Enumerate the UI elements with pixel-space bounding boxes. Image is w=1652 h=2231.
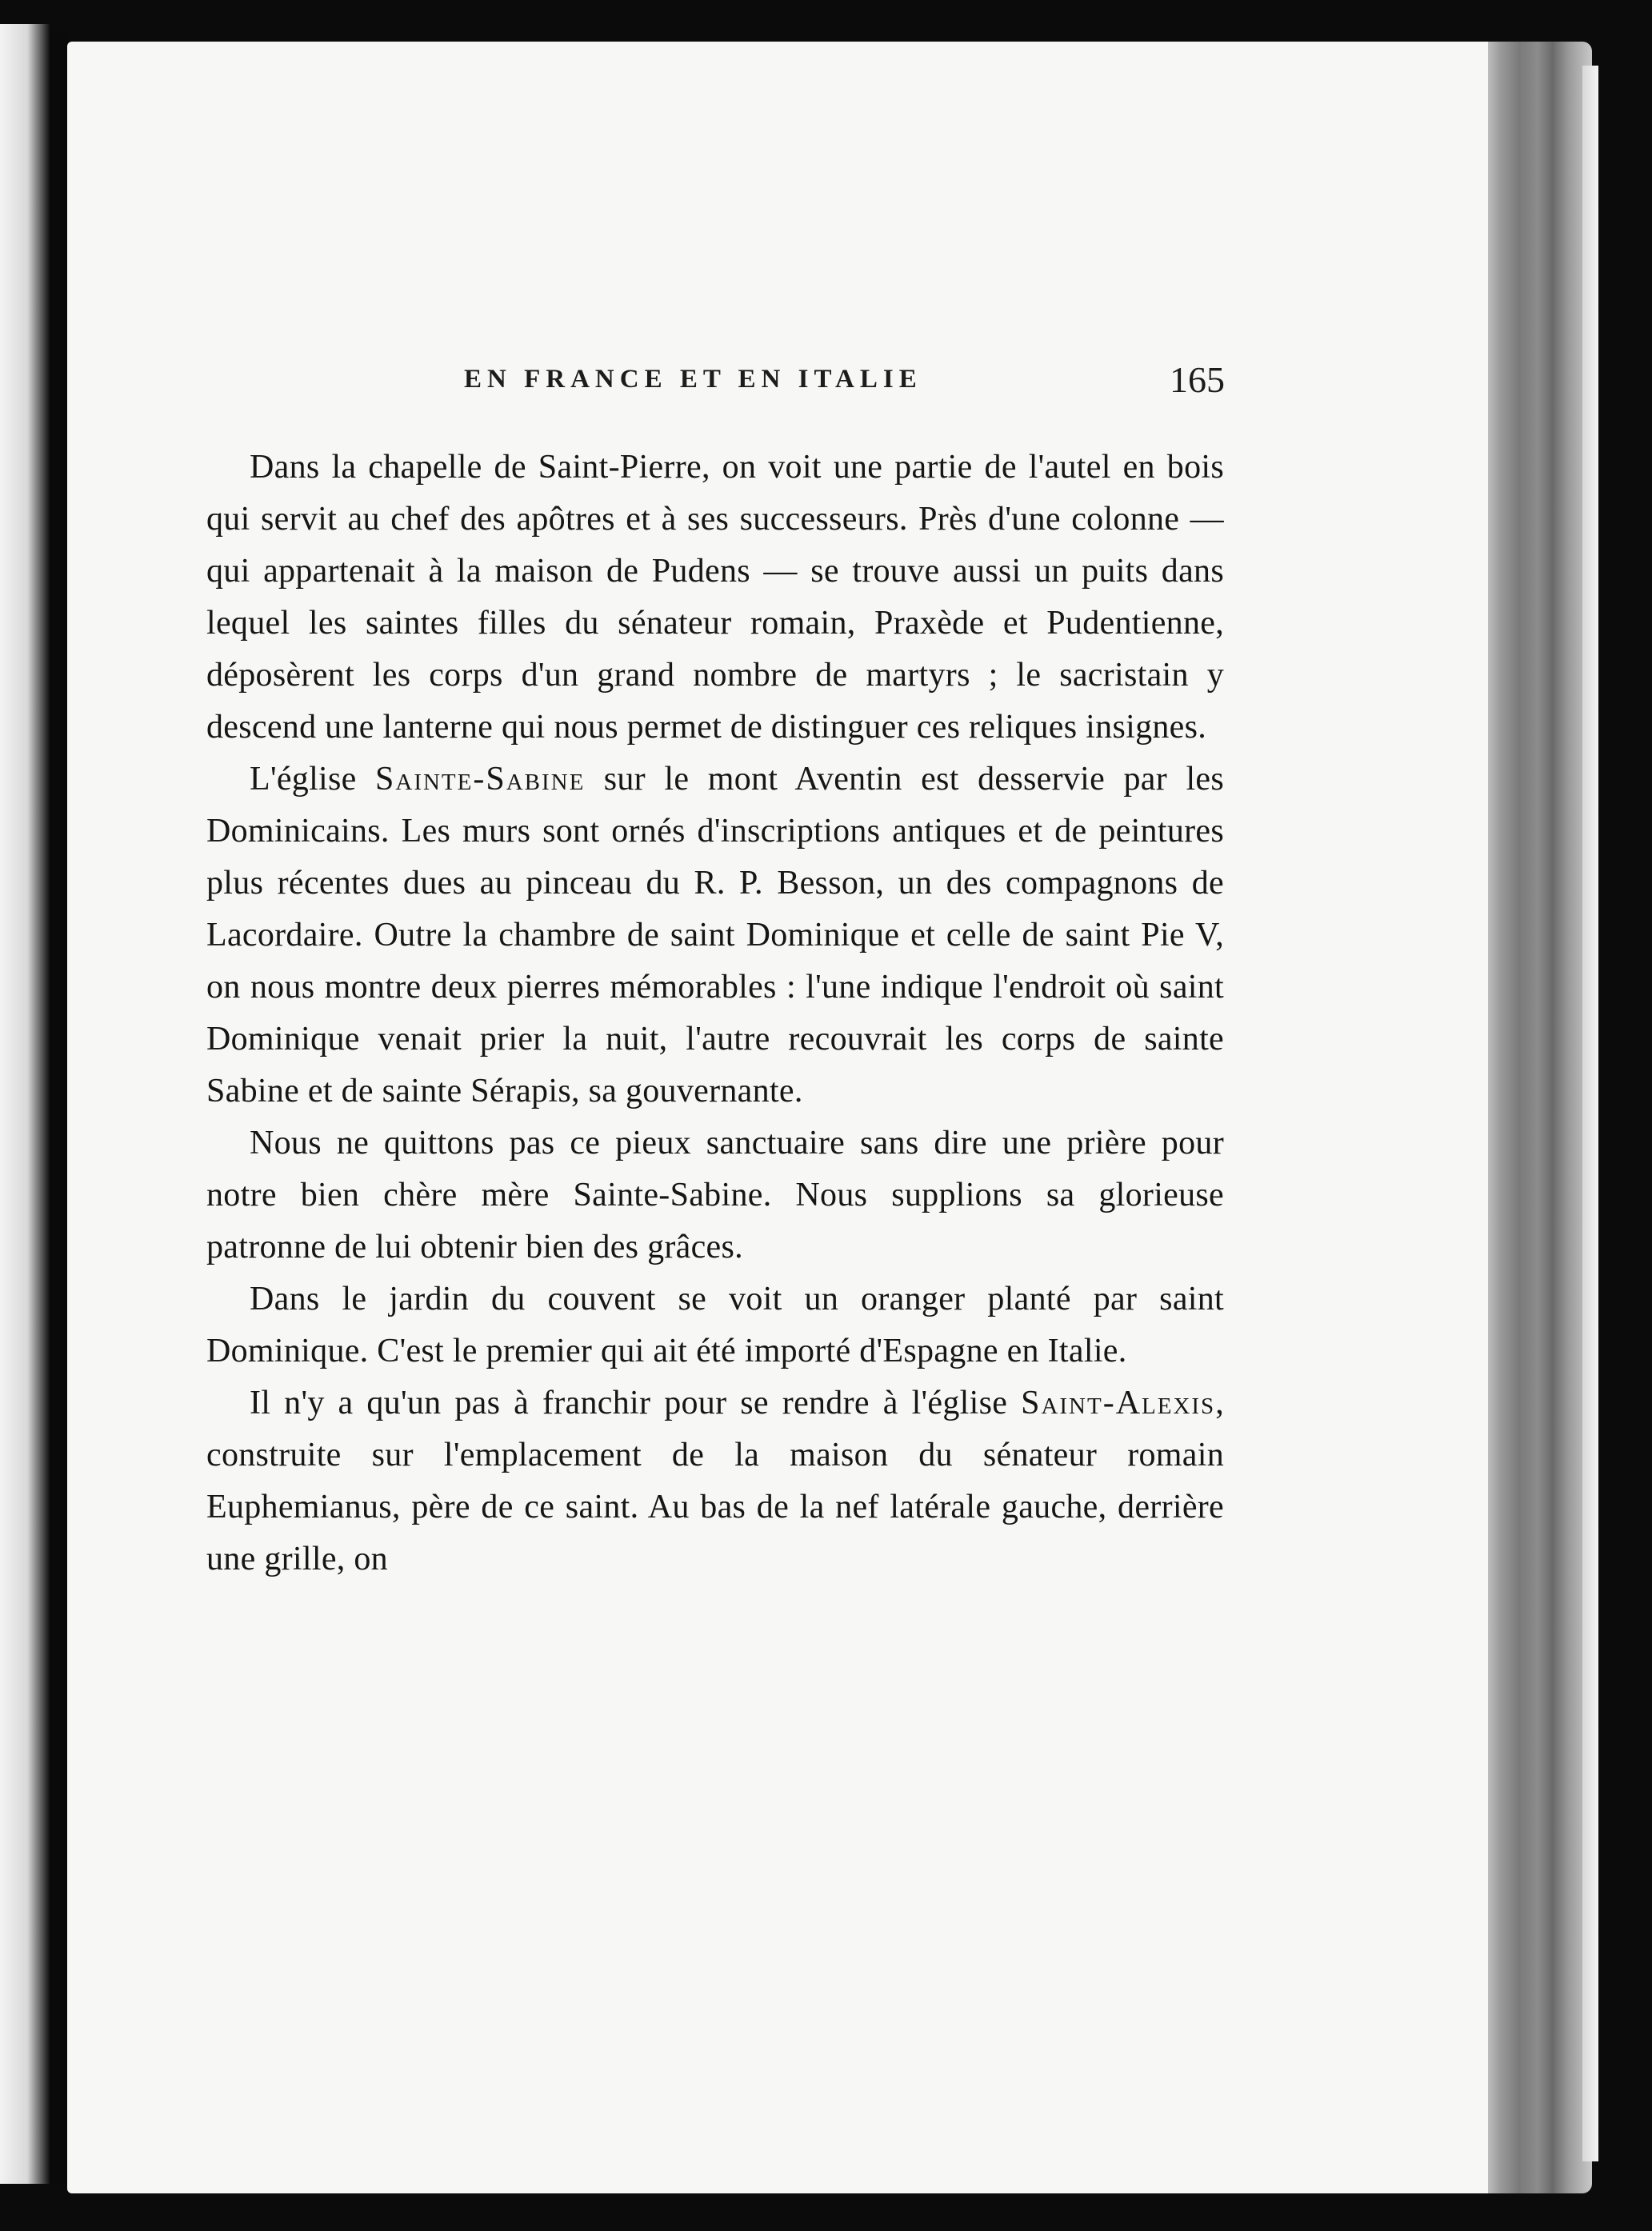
paragraph-text-after: , construite sur l'emplacement de la maison du sénateur romain Euphemianus, père de ce saint. Au bas de la nef latérale gauche, derrière une grille, on — [206, 1385, 1224, 1577]
paragraph-text: Nous ne quittons pas ce pieux sanctuaire sans dire une prière pour notre bien chère mère Sainte-Sabine. Nous supplions sa glorieuse patronne de lui obtenir bien des grâces. — [206, 1125, 1224, 1265]
paragraph-oranger — [206, 1273, 1224, 1377]
paragraph-priere — [206, 1117, 1224, 1273]
paragraph-text-before: L'église — [250, 761, 376, 798]
page-stack-edge — [1488, 42, 1592, 2193]
church-name-sainte-sabine: Sainte-Sabine — [375, 761, 586, 798]
paragraph-saint-alexis — [206, 1377, 1224, 1585]
running-title: EN FRANCE ET EN ITALIE — [464, 365, 922, 394]
paragraph-text: Dans la chapelle de Saint-Pierre, on voit une partie de l'autel en bois qui servit au chef des apôtres et à ses successeurs. Près d'une colonne — qui appartenait à la maison de Pudens — se trouve aussi un puits dans lequel les saintes filles du sénateur romain, Praxède et Pudentienne, déposèrent les corps d'un grand nombre de martyrs ; le sacristain y descend une lanterne qui nous permet de distinguer ces reliques insignes. — [206, 449, 1224, 746]
book-gutter — [50, 32, 67, 2184]
church-name-saint-alexis: Saint-Alexis — [1021, 1385, 1216, 1421]
paragraph-saint-pierre — [206, 442, 1224, 754]
page-number: 165 — [1170, 359, 1225, 400]
paragraph-sainte-sabine — [206, 754, 1224, 1117]
paragraph-text: Dans le jardin du couvent se voit un oranger planté par saint Dominique. C'est le premier qui ait été importé d'Espagne en Italie. — [206, 1281, 1224, 1369]
left-page-edge — [0, 24, 50, 2184]
paragraph-text-after: sur le mont Aventin est desservie par les Dominicains. Les murs sont ornés d'inscriptions antiques et de peintures plus récentes dues au pinceau du R. P. Besson, un des compagnons de Lacordaire. Outre la chambre de saint Dominique et celle de saint Pie V, on nous montre deux pierres mémorables : l'une indique l'endroit où saint Dominique venait prier la nuit, l'autre recouvrait les corps de sainte Sabine et de sainte Sérapis, sa gouvernante. — [206, 761, 1225, 1110]
body-text — [206, 442, 1224, 1585]
running-head — [67, 358, 1499, 414]
paragraph-text-before: Il n'y a qu'un pas à franchir pour se rendre à l'église — [250, 1385, 1022, 1421]
